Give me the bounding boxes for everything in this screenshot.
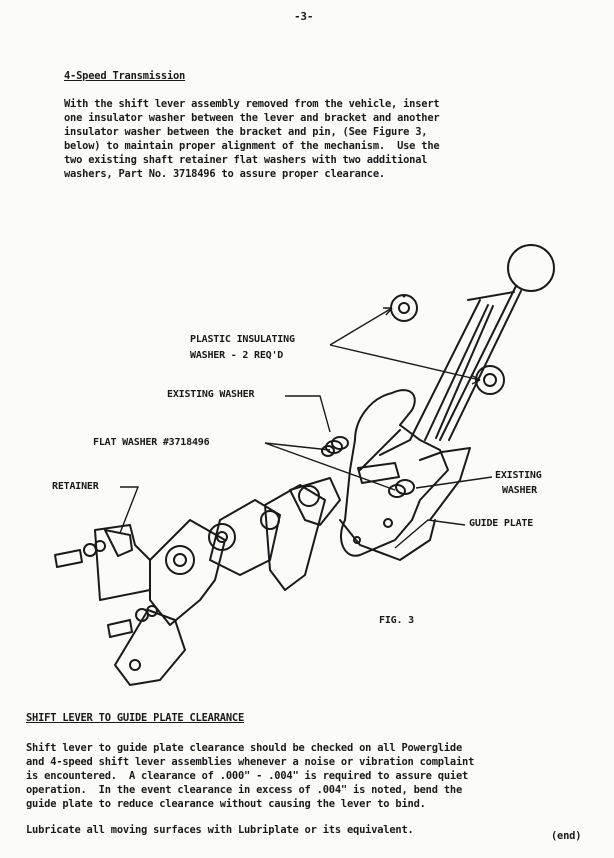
section-heading-clearance: SHIFT LEVER TO GUIDE PLATE CLEARANCE: [26, 712, 245, 724]
paragraph-line: With the shift lever assembly removed from the vehicle, insert: [64, 98, 440, 110]
section-heading-4-speed: 4-Speed Transmission: [64, 70, 186, 82]
shift-knob: [508, 245, 554, 291]
label-retainer: RETAINER: [52, 481, 99, 492]
label-existing-washer: EXISTING WASHER: [167, 389, 255, 400]
insulating-washer-right: [476, 366, 504, 394]
paragraph-line: one insulator washer between the lever and bracket and another: [64, 112, 440, 124]
paragraph-line: Shift lever to guide plate clearance should be checked on all Powerglide: [26, 742, 463, 754]
paragraph-line: washers, Part No. 3718496 to assure proper clearance.: [64, 168, 385, 180]
paragraph-line: and 4-speed shift lever assemblies whenever a noise or vibration complaint: [26, 756, 475, 768]
paragraph-line: guide plate to reduce clearance without causing the lever to bind.: [26, 798, 426, 810]
figure-caption: FIG. 3: [379, 615, 414, 626]
paragraph-line: is encountered. A clearance of .000" - .004" is required to assure quiet: [26, 770, 469, 782]
insulating-washer-top: [391, 295, 417, 321]
paragraph-line: insulator washer between the bracket and pin, (See Figure 3,: [64, 126, 428, 138]
bolt-left: [55, 550, 82, 567]
label-guide-plate: GUIDE PLATE: [469, 518, 534, 529]
label-plastic-insulating-washer: WASHER - 2 REQ'D: [190, 350, 284, 361]
paragraph-line: two existing shaft retainer flat washers with two additional: [64, 154, 428, 166]
label-existing-washer-right-line2: WASHER: [502, 485, 537, 496]
paragraph-line: below) to maintain proper alignment of the mechanism. Use the: [64, 140, 440, 152]
shift-lever-rod: [440, 286, 516, 440]
lever-arm: [380, 300, 480, 455]
lever-plate-1: [95, 525, 150, 600]
bolt-lower: [108, 620, 132, 637]
page-number: -3-: [294, 10, 314, 23]
retainer: [105, 530, 132, 556]
end-mark: (end): [551, 830, 582, 842]
label-existing-washer-right: EXISTING: [495, 470, 542, 481]
label-plastic-insulating: PLASTIC INSULATING: [190, 334, 295, 345]
paragraph-line-lubricate: Lubricate all moving surfaces with Lubriplate or its equivalent.: [26, 824, 414, 836]
paragraph-line: operation. In the event clearance in excess of .004" is noted, bend the: [26, 784, 463, 796]
label-flat-washer: FLAT WASHER #3718496: [93, 437, 210, 448]
